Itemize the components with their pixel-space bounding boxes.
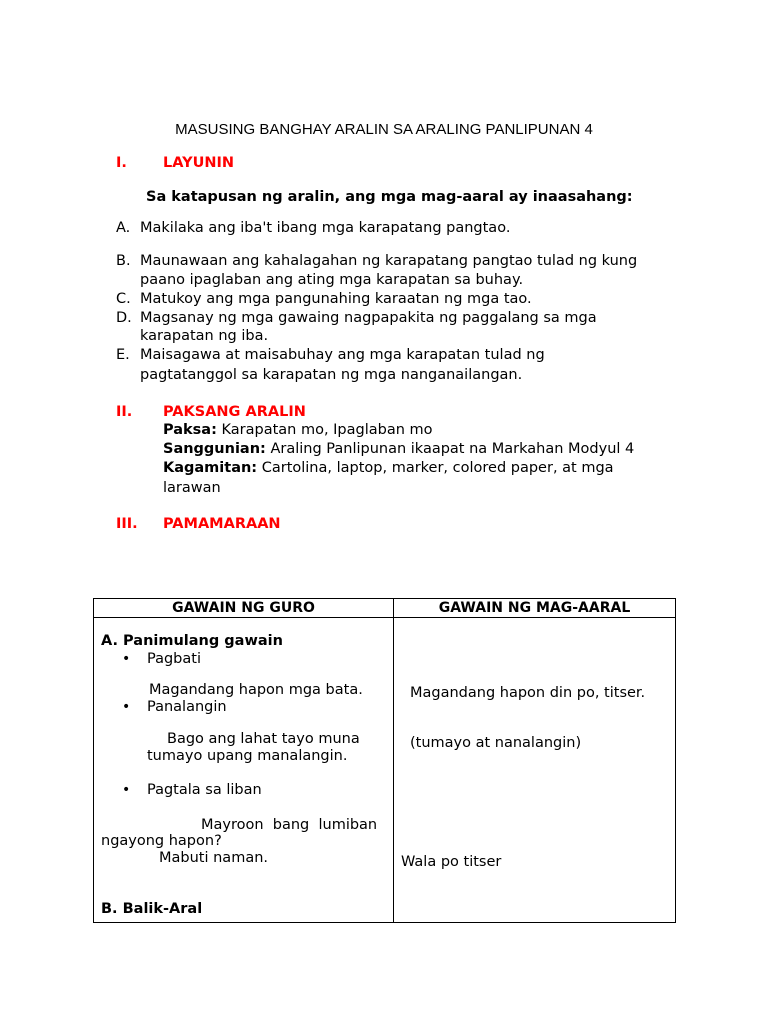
mag-aaral-column (394, 618, 676, 923)
objective-a-letter: A. (116, 220, 131, 236)
bullet-icon: • (122, 699, 131, 715)
section2-numeral: II. (116, 404, 133, 420)
pagtala-text-2: ngayong hapon? (101, 833, 222, 849)
paksa-label: Paksa: (163, 422, 217, 438)
kagamitan-value: Cartolina, laptop, marker, colored paper, at mga (257, 460, 614, 476)
objective-e-letter: E. (116, 347, 130, 363)
kagamitan-value-2: larawan (163, 480, 221, 496)
section1-heading: LAYUNIN (163, 155, 235, 171)
objective-b-text-1: Maunawaan ang kahalagahan ng karapatang pangtao tulad ng kung (140, 253, 638, 269)
paksa-value: Karapatan mo, Ipaglaban mo (216, 422, 433, 438)
section3-heading: PAMAMARAAN (163, 516, 281, 532)
section3-numeral: III. (116, 516, 138, 532)
panalangin-text-2: tumayo upang manalangin. (147, 748, 348, 764)
objective-e-text-2: pagtatanggol sa karapatan ng mga nanganailangan. (140, 367, 523, 383)
lesson-table (93, 598, 676, 923)
table-header-guro: GAWAIN NG GURO (94, 599, 394, 618)
pagtala-item: Pagtala sa liban (147, 782, 262, 798)
bullet-icon: • (122, 651, 131, 667)
objective-b-letter: B. (116, 253, 131, 269)
student-response-2: (tumayo at nanalangin) (410, 735, 582, 751)
sanggunian-line (163, 441, 634, 457)
objectives-intro: Sa katapusan ng aralin, ang mga mag-aaral ay inaasahang: (146, 189, 633, 205)
objective-d-letter: D. (116, 310, 132, 326)
page-title: MASUSING BANGHAY ARALIN SA ARALING PANLIPUNAN 4 (175, 121, 593, 138)
objective-c-letter: C. (116, 291, 131, 307)
part-b-heading: B. Balik-Aral (101, 901, 203, 917)
kagamitan-line (163, 460, 614, 476)
pagbati-item: Pagbati (147, 651, 201, 667)
table-header-mag-aaral: GAWAIN NG MAG-AARAL (394, 599, 676, 618)
student-response-3: Wala po titser (401, 854, 502, 870)
part-a-heading: A. Panimulang gawain (101, 633, 283, 649)
kagamitan-label: Kagamitan: (163, 460, 258, 476)
sanggunian-value: Araling Panlipunan ikaapat na Markahan Modyul 4 (265, 441, 635, 457)
sanggunian-label: Sanggunian: (163, 441, 266, 457)
pagtala-text-3: Mabuti naman. (159, 850, 268, 866)
objective-c-text: Matukoy ang mga pangunahing karaatan ng mga tao. (140, 291, 532, 307)
objective-d-text-1: Magsanay ng mga gawaing nagpapakita ng paggalang sa mga (140, 310, 597, 326)
paksa-line (163, 422, 433, 438)
objective-d-text-2: karapatan ng iba. (140, 328, 269, 344)
panalangin-text-1: Bago ang lahat tayo muna (167, 731, 360, 747)
objective-e-text-1: Maisagawa at maisabuhay ang mga karapatan tulad ng (140, 347, 545, 363)
guro-column (94, 618, 394, 923)
objective-a-text: Makilaka ang iba't ibang mga karapatang pangtao. (140, 220, 511, 236)
panalangin-item: Panalangin (147, 699, 227, 715)
section2-heading: PAKSANG ARALIN (163, 404, 306, 420)
section1-numeral: I. (116, 155, 127, 171)
objective-b-text-2: paano ipaglaban ang ating mga karapatan sa buhay. (140, 272, 524, 288)
pagbati-text: Magandang hapon mga bata. (149, 682, 363, 698)
student-response-1: Magandang hapon din po, titser. (410, 685, 646, 701)
bullet-icon: • (122, 782, 131, 798)
pagtala-text-1: Mayroon bang lumiban (201, 817, 378, 833)
